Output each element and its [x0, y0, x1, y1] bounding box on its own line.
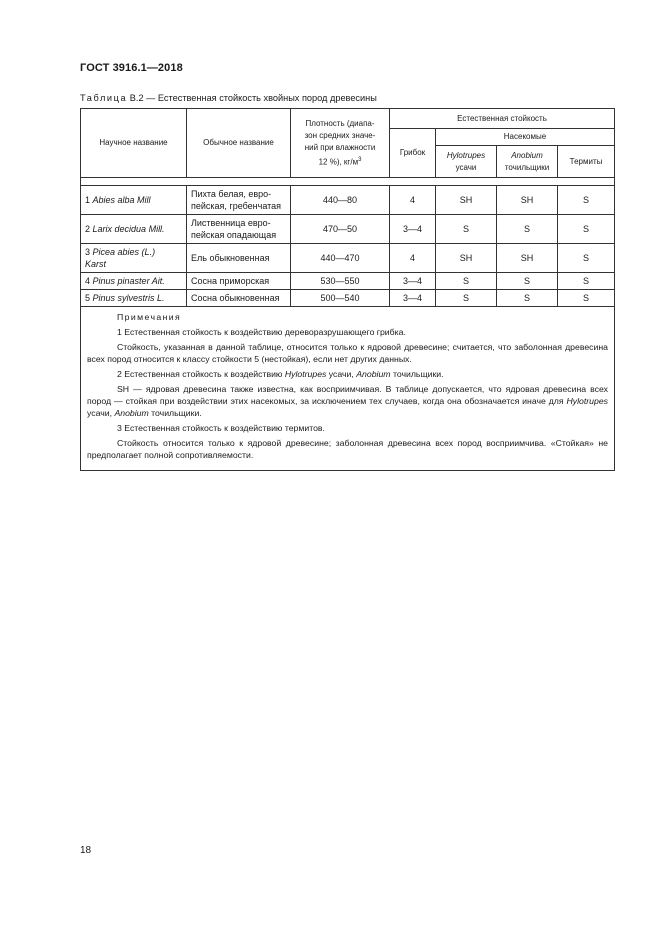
cell-scientific: 4 Pinus pinaster Ait. — [81, 273, 187, 290]
cell-common: Ель обыкновенная — [187, 244, 291, 273]
table-row — [81, 186, 615, 215]
cell-scientific: 3 Picea abies (L.) Karst — [81, 244, 187, 273]
cell-termites: S — [558, 186, 615, 215]
page-number: 18 — [80, 845, 92, 856]
cell-density: 500—540 — [291, 290, 390, 307]
cell-termites: S — [558, 244, 615, 273]
notes-cell — [81, 307, 615, 471]
cell-fungi: 3—4 — [390, 215, 436, 244]
col-hylotrupes-header: Hylotrupes усачи — [436, 146, 497, 178]
caption-text: — Естественная стойкость хвойных пород древесины — [146, 93, 377, 103]
col-termites-header: Термиты — [558, 146, 615, 178]
note-1b: Стойкость, указанная в данной таблице, относится только к ядровой древесине; считается, что заболонная древесина всех пород относится к классу стойкости 5 (нестойкая), если нет других данных. — [87, 342, 608, 364]
cell-common: Сосна обыкновенная — [187, 290, 291, 307]
cell-common: Пихта белая, евро- пейская, гребенчатая — [187, 186, 291, 215]
notes-row — [81, 307, 615, 471]
caption-label: Таблица — [80, 93, 128, 103]
note-1: 1 Естественная стойкость к воздействию дереворазрушающего грибка. — [117, 327, 406, 337]
cell-termites: S — [558, 273, 615, 290]
cell-scientific: 5 Pinus sylvestris L. — [81, 290, 187, 307]
cell-density: 440—80 — [291, 186, 390, 215]
cell-termites: S — [558, 215, 615, 244]
cell-density: 440—470 — [291, 244, 390, 273]
cell-scientific: 1 Abies alba Mill — [81, 186, 187, 215]
cell-density: 470—50 — [291, 215, 390, 244]
col-scientific-header: Научное название — [81, 109, 187, 178]
cell-fungi: 3—4 — [390, 290, 436, 307]
col-fungi-header: Грибок — [390, 129, 436, 178]
col-resistance-header: Естественная стойкость — [390, 109, 615, 129]
cell-hylotrupes: SH — [436, 244, 497, 273]
note-3: 3 Естественная стойкость к воздействию термитов. — [117, 423, 325, 433]
cell-anobium: SH — [497, 244, 558, 273]
cell-fungi: 3—4 — [390, 273, 436, 290]
cell-scientific: 2 Larix decidua Mill. — [81, 215, 187, 244]
cell-anobium: S — [497, 273, 558, 290]
col-anobium-header: Anobium точильщики — [497, 146, 558, 178]
cell-termites: S — [558, 290, 615, 307]
caption-number: В.2 — [129, 93, 144, 103]
cell-hylotrupes: S — [436, 215, 497, 244]
notes-title: Примечания — [117, 312, 182, 322]
cell-hylotrupes: S — [436, 290, 497, 307]
resistance-table — [80, 108, 615, 471]
cell-hylotrupes: S — [436, 273, 497, 290]
table-caption — [80, 93, 377, 103]
note-sh: SH — ядровая древесина также известна, как восприимчивая. В таблице допускается, что ядровая древесина всех пород — стойкая при воздействии этих насекомых, за исключением тех случаев, когда она обозначается иначе для Hylotrupes усачи, Anobium точильщики. — [87, 384, 608, 418]
cell-hylotrupes: SH — [436, 186, 497, 215]
cell-density: 530—550 — [291, 273, 390, 290]
table-row — [81, 290, 615, 307]
document-code: ГОСТ 3916.1—2018 — [80, 62, 183, 74]
cell-anobium: SH — [497, 186, 558, 215]
table-row — [81, 244, 615, 273]
cell-fungi: 4 — [390, 186, 436, 215]
note-2: 2 Естественная стойкость к воздействию Hylotrupes усачи, Anobium точильщики. — [117, 369, 444, 379]
table-row — [81, 273, 615, 290]
header-gap — [81, 178, 615, 186]
cell-common: Сосна приморская — [187, 273, 291, 290]
cell-fungi: 4 — [390, 244, 436, 273]
cell-common: Лиственница евро- пейская опадающая — [187, 215, 291, 244]
col-insects-header: Насекомые — [436, 129, 615, 146]
cell-anobium: S — [497, 290, 558, 307]
note-3b: Стойкость относится только к ядровой древесине; заболонная древесина всех пород восприимчива. «Стойкая» не предполагает полной сопротивляемости. — [87, 438, 608, 460]
col-density-header: Плотность (диапа- зон средних значе- ний при влажности 12 %), $кг/м^3$ — [291, 109, 390, 178]
cell-anobium: S — [497, 215, 558, 244]
table-row — [81, 215, 615, 244]
col-common-header: Обычное название — [187, 109, 291, 178]
